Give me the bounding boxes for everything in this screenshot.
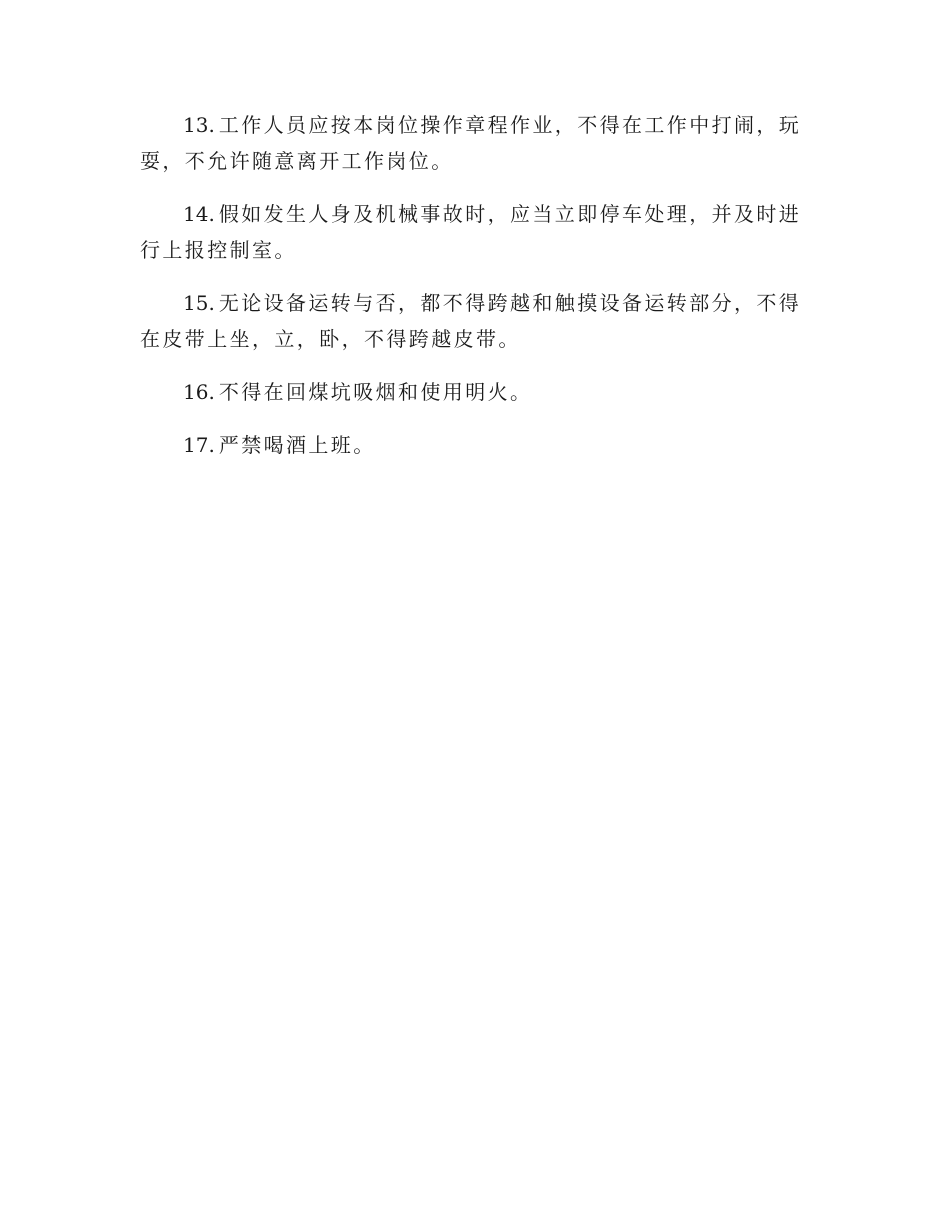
rule-number: 16. [183,380,215,404]
rule-text: 工作人员应按本岗位操作章程作业，不得在工作中打闹，玩耍，不允许随意离开工作岗位。 [140,113,802,173]
rule-item-17 [140,427,806,463]
rule-number: 17. [183,433,215,457]
rule-item-13 [140,107,806,179]
rule-text: 不得在回煤坑吸烟和使用明火。 [218,380,533,404]
rule-item-15 [140,285,806,357]
rule-text: 假如发生人身及机械事故时，应当立即停车处理，并及时进行上报控制室。 [140,202,802,262]
rule-item-16 [140,374,806,410]
rule-text: 无论设备运转与否，都不得跨越和触摸设备运转部分，不得在皮带上坐，立，卧，不得跨越皮带。 [140,291,802,351]
rule-item-14 [140,196,806,268]
rule-number: 13. [183,113,215,137]
rule-text: 严禁喝酒上班。 [218,433,376,457]
rule-number: 14. [183,202,215,226]
rule-number: 15. [183,291,215,315]
document-body [140,107,806,480]
